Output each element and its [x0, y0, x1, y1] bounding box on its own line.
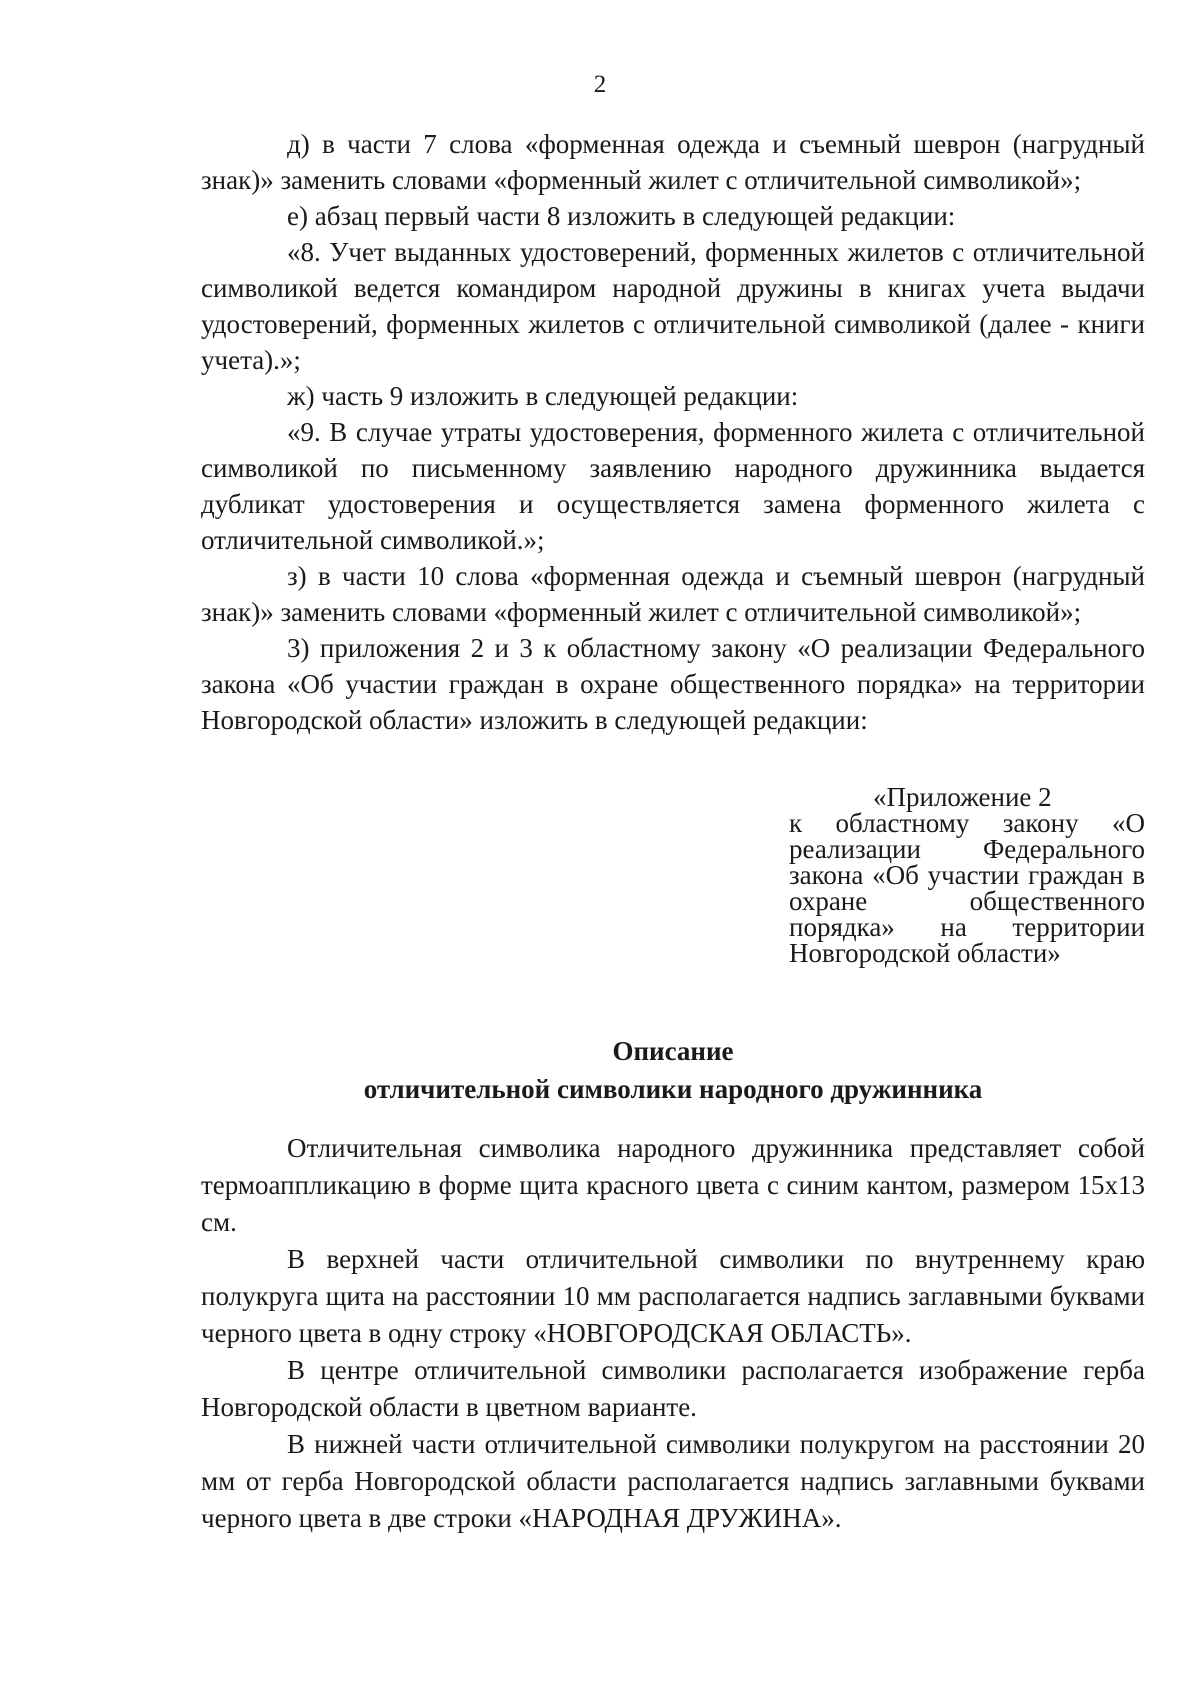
section-title-line2: отличительной символики народного дружинника [363, 1074, 983, 1104]
amendment-paragraph: «9. В случае утраты удостоверения, форменного жилета с отличительной символикой по письменному заявлению народного дружинника выдается дубликат удостоверения и осуществляется замена форменного жилета с отличительной символикой.»; [201, 417, 1145, 555]
description-block [201, 1130, 1145, 1537]
appendix-reference: к областному закону «О реализации Федерального закона «Об участии граждан в охране общественного порядка» на территории Новгородской области» [789, 808, 1145, 968]
description-paragraph: В верхней части отличительной символики по внутреннему краю полукруга щита на расстоянии 10 мм располагается надпись заглавными буквами черного цвета в одну строку «НОВГОРОДСКАЯ ОБЛАСТЬ». [201, 1244, 1145, 1348]
amendment-paragraph: «8. Учет выданных удостоверений, форменных жилетов с отличительной символикой ведется командиром народной дружины в книгах учета выдачи удостоверений, форменных жилетов с отличительной символикой (далее - книги учета).»; [201, 237, 1145, 375]
amendment-paragraph: з) в части 10 слова «форменная одежда и съемный шеврон (нагрудный знак)» заменить словами «форменный жилет с отличительной символикой»; [201, 561, 1145, 627]
amendment-paragraph: д) в части 7 слова «форменная одежда и съемный шеврон (нагрудный знак)» заменить словами «форменный жилет с отличительной символикой»; [201, 129, 1145, 195]
amendment-paragraph: 3) приложения 2 и 3 к областному закону «О реализации Федерального закона «Об участии граждан в охране общественного порядка» на территории Новгородской области» изложить в следующей редакции: [201, 633, 1145, 735]
amendment-paragraph: е) абзац первый части 8 изложить в следующей редакции: [287, 201, 956, 231]
description-paragraph: В нижней части отличительной символики полукругом на расстоянии 20 мм от герба Новгородской области располагается надпись заглавными буквами черного цвета в две строки «НАРОДНАЯ ДРУЖИНА». [201, 1429, 1145, 1533]
appendix-title: «Приложение 2 [873, 782, 1052, 812]
section-title [201, 1032, 1145, 1108]
description-paragraph: В центре отличительной символики располагается изображение герба Новгородской области в цветном варианте. [201, 1355, 1145, 1422]
appendix-header [789, 784, 1145, 966]
amendment-paragraph: ж) часть 9 изложить в следующей редакции: [287, 381, 799, 411]
amendments-block [201, 126, 1145, 738]
page-number: 2 [593, 71, 607, 98]
section-title-line1: Описание [612, 1036, 734, 1066]
description-paragraph: Отличительная символика народного дружинника представляет собой термоаппликацию в форме щита красного цвета с синим кантом, размером 15х13 см. [201, 1133, 1145, 1237]
